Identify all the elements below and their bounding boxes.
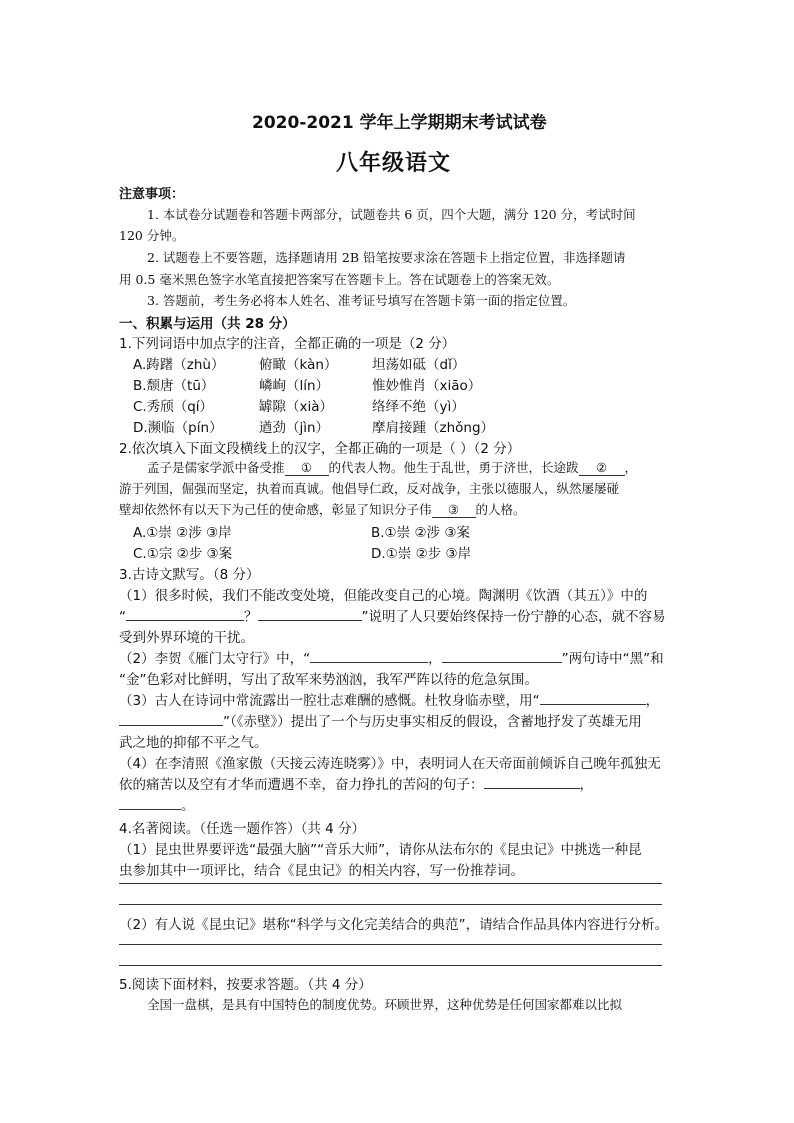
q1-opt-b-2: 嶙峋（lín） xyxy=(259,378,330,394)
q3-sub1-blank-2 xyxy=(258,608,362,621)
q2-passage-text: 壁却依然怀有以天下为己任的使命感，彰显了知识分子伟 xyxy=(119,502,432,517)
exam-title: 2020-2021 学年上学期期末考试试卷 xyxy=(252,113,547,133)
q2-blank-2: ② xyxy=(579,460,625,476)
q3-sub2-line-2: “金”色彩对比鲜明，写出了敌军来势汹汹，我军严阵以待的危急氛围。 xyxy=(119,672,538,688)
q3-text: 依的痛苦以及空有才华而遭遇不幸，奋力挣扎的苦闷的句子： xyxy=(119,777,484,793)
notice-item-2-line-1: 2. 试题卷上不要答题，选择题请用 2B 铅笔按要求涂在答题卡上指定位置，非选择题请 xyxy=(147,250,626,265)
q1-opt-a-2: 俯瞰（kàn） xyxy=(259,357,338,373)
q2-passage-line-2: 游于列国，倔强而坚定，执着而真诚。他倡导仁政，反对战争，主张以德服人，纵然屡屡碰 xyxy=(119,481,620,496)
q3-sub2-line-1 xyxy=(119,647,664,667)
q3-sub4-blank-2 xyxy=(119,797,181,810)
q3-sub4-line-1: （4）在李清照《渔家傲（天接云涛连晓雾）》中，表明词人在天帝面前倾诉自己晚年孤独无 xyxy=(119,756,661,772)
q1-opt-c-3: 络绎不绝（yì） xyxy=(372,399,465,415)
q3-text: ”两句诗中“黑”和 xyxy=(561,651,664,667)
q3-text: “ xyxy=(119,609,126,625)
notice-heading: 注意事项： xyxy=(119,187,185,202)
q3-text: ？ xyxy=(244,609,258,625)
q5-passage-line-1: 全国一盘棋，是具有中国特色的制度优势。环顾世界，这种优势是任何国家都难以比拟 xyxy=(147,997,623,1012)
q2-option-b: B.①崇 ②涉 ③案 xyxy=(371,525,470,541)
q3-text: （2）李贺《雁门太守行》中，“ xyxy=(119,651,311,667)
q1-opt-c-2: 罅隙（xià） xyxy=(259,399,334,415)
q1-opt-c-1: C.秀颀（qí） xyxy=(133,399,214,415)
q4-sub1-line-1: （1）昆虫世界要评选“最强大脑”“音乐大师”，请你从法布尔的《昆虫记》中挑选一种昆 xyxy=(119,842,642,858)
q3-text: 。 xyxy=(181,798,195,814)
q3-sub3-blank-2 xyxy=(119,713,223,726)
q2-option-c: C.①宗 ②步 ③案 xyxy=(133,546,233,562)
q3-text: ”说明了人只要始终保持一份宁静的心态，就不容易 xyxy=(361,609,666,625)
q3-sub4-line-2 xyxy=(119,773,593,793)
q3-sub2-blank-1 xyxy=(310,650,428,663)
q2-passage-text: 孟子是儒家学派中备受推 xyxy=(147,460,285,475)
q4-sub1-line-2: 虫参加其中一项评比，结合《昆虫记》的相关内容，写一份推荐词。 xyxy=(119,863,524,879)
q1-opt-d-1: D.濒临（pín） xyxy=(133,420,223,436)
q2-option-d: D.①崇 ②步 ③岸 xyxy=(371,546,472,562)
subject-title: 八年级语文 xyxy=(336,151,452,176)
q3-sub1-line-2 xyxy=(119,605,666,625)
q3-sub3-blank-1 xyxy=(540,692,646,705)
q2-stem: 2.依次填入下面文段横线上的汉字，全都正确的一项是（ ）（2 分） xyxy=(119,441,521,457)
notice-item-1-line-2: 120 分钟。 xyxy=(119,228,185,243)
q4-sub2-line-1: （2）有人说《昆虫记》堪称“科学与文化完美结合的典范”，请结合作品具体内容进行分析。 xyxy=(119,917,669,933)
q3-text: ”（《赤壁》）提出了一个与历史事实相反的假设，含蓄地抒发了英雄无用 xyxy=(223,714,642,730)
q3-sub4-line-3 xyxy=(119,794,195,814)
q3-stem: 3.古诗文默写。（8 分） xyxy=(119,567,260,583)
q4-answer-line xyxy=(119,965,662,966)
q3-text: ， xyxy=(645,693,660,709)
q1-opt-b-1: B.颓唐（tū） xyxy=(133,378,215,394)
q3-sub3-line-2 xyxy=(119,710,642,730)
q4-answer-line xyxy=(119,904,662,905)
q3-sub2-blank-2 xyxy=(442,650,562,663)
q1-opt-a-1: A.踌躇（zhù） xyxy=(133,357,225,373)
section-1-heading: 一、积累与运用（共 28 分） xyxy=(119,316,296,332)
notice-item-2-line-2: 用 0.5 毫米黑色签字水笔直接把答案写在答题卡上。答在试题卷上的答案无效。 xyxy=(119,272,560,287)
q2-passage-line-3 xyxy=(119,500,526,518)
q4-stem: 4.名著阅读。（任选一题作答）（共 4 分） xyxy=(119,821,366,837)
q2-blank-3: ③ xyxy=(432,502,476,518)
q2-blank-1: ① xyxy=(285,460,329,476)
q3-text: ， xyxy=(579,777,593,793)
q1-opt-b-3: 惟妙惟肖（xiāo） xyxy=(372,378,482,394)
q4-answer-line xyxy=(119,944,662,945)
q1-opt-d-3: 摩肩接踵（zhǒng） xyxy=(372,420,495,436)
q1-stem: 1.下列词语中加点字的注音，全都正确的一项是（2 分） xyxy=(119,336,456,352)
q2-passage-text: 的代表人物。他生于乱世，勇于济世，长途跋 xyxy=(328,460,579,475)
q3-sub1-line-3: 受到外界环境的干扰。 xyxy=(119,630,254,646)
q1-opt-d-2: 遒劲（jìn） xyxy=(259,420,330,436)
q3-sub3-line-1 xyxy=(119,689,659,709)
q2-passage-text: 的人格。 xyxy=(475,502,526,517)
q2-passage-text: ， xyxy=(624,460,638,475)
notice-item-1-line-1: 1. 本试卷分试题卷和答题卡两部分，试题卷共 6 页，四个大题，满分 120 分，考试时间 xyxy=(147,207,636,222)
q3-sub1-line-1: （1）很多时候，我们不能改变处境，但能改变自己的心境。陶渊明《饮酒（其五）》中的 xyxy=(119,588,648,604)
q5-stem: 5.阅读下面材料，按要求答题。（共 4 分） xyxy=(119,977,372,993)
q3-sub3-line-3: 武之地的抑郁不平之气。 xyxy=(119,735,268,751)
notice-item-3: 3. 答题前，考生务必将本人姓名、准考证号填写在答题卡第一面的指定位置。 xyxy=(147,293,576,308)
q2-passage-line-1 xyxy=(147,458,637,476)
q3-sub1-blank-1 xyxy=(126,608,244,621)
q1-opt-a-3: 坦荡如砥（dǐ） xyxy=(372,357,466,373)
q4-answer-line xyxy=(119,883,662,884)
q3-text: （3）古人在诗词中常流露出一腔壮志难酬的感慨。杜牧身临赤壁，用“ xyxy=(119,693,540,709)
q3-sub4-blank-1 xyxy=(484,776,580,789)
q3-text: ， xyxy=(428,651,442,667)
q2-option-a: A.①崇 ②涉 ③岸 xyxy=(133,525,232,541)
